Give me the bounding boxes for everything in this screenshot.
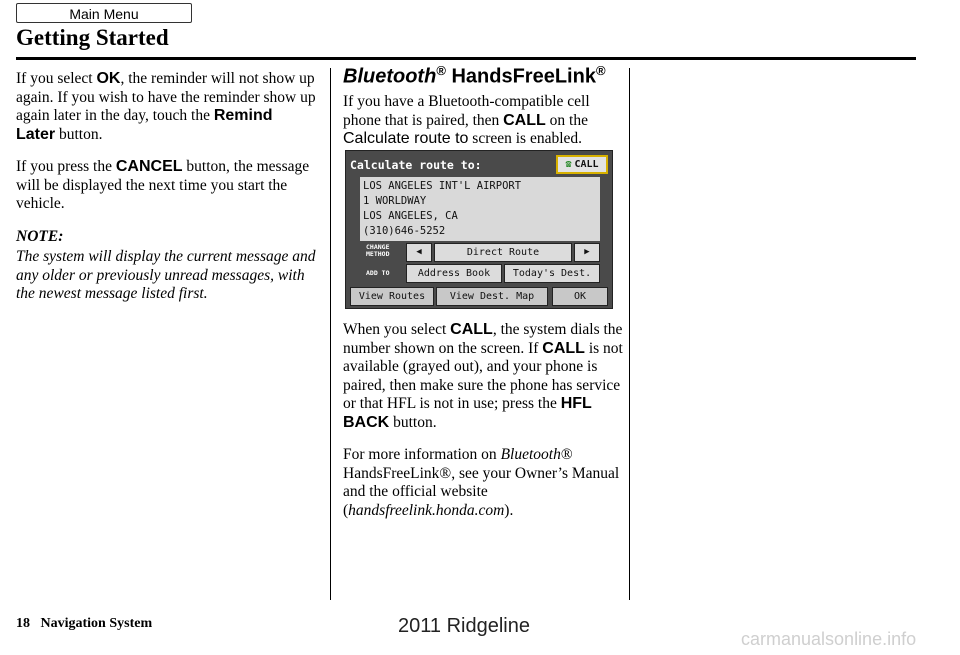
more-info-paragraph: For more information on Bluetooth® HandsFreeLink®, see your Owner’s Manual and the official website (handsfreelink.honda.com).	[343, 446, 620, 519]
site-watermark: carmanualsonline.info	[741, 629, 917, 649]
note-label: NOTE:	[16, 227, 64, 245]
left-arrow-icon: ◀	[416, 247, 422, 257]
left-column	[16, 70, 316, 318]
ok-button[interactable]: OK	[552, 287, 608, 306]
address-line: LOS ANGELES, CA	[363, 210, 458, 222]
call-paragraph: When you select CALL, the system dials the number shown on the screen. If CALL is not available (grayed out), and your phone is paired, then make sure the phone has service or that HFL is not in use; press the HFL BACK button. For more information on Bluetooth® HandsFreeLink®, see your Owner’s Manual and the official website (handsfreelink.honda.com).	[343, 321, 625, 534]
prev-method-button[interactable]	[406, 243, 432, 262]
column-divider-left	[330, 68, 331, 600]
next-method-button[interactable]	[574, 243, 600, 262]
view-dest-map-button[interactable]: View Dest. Map	[436, 287, 548, 306]
right-arrow-icon: ▶	[584, 247, 590, 257]
phone-icon: ☎	[565, 159, 572, 170]
address-line: 1 WORLDWAY	[363, 195, 427, 207]
ok-paragraph: If you select OK, the reminder will not show up again. If you wish to have the reminder show up again later in the day, touch the Remind Later button.	[16, 70, 316, 143]
intro-paragraph: If you have a Bluetooth-compatible cell phone that is paired, then CALL on the Calculate route to screen is enabled.	[343, 93, 590, 147]
address-box	[360, 177, 600, 241]
model-watermark: 2011 Ridgeline	[398, 615, 530, 637]
column-divider-right	[629, 68, 630, 600]
change-method-label: CHANGE METHOD	[366, 243, 390, 258]
route-method-display: Direct Route	[434, 243, 572, 262]
view-routes-button[interactable]: View Routes	[350, 287, 434, 306]
call-button[interactable]: ☎ CALL	[556, 155, 608, 174]
main-menu-button[interactable]: Main Menu	[16, 3, 192, 23]
screen-title: Calculate route to:	[350, 158, 482, 172]
section-heading: Bluetooth® HandsFreeLink®	[343, 63, 606, 88]
cancel-paragraph: If you press the CANCEL button, the message will be displayed the next time you start the vehicle.	[16, 158, 310, 212]
nav-screen	[345, 150, 613, 309]
address-book-button[interactable]: Address Book	[406, 264, 502, 283]
add-to-label: ADD TO	[366, 269, 390, 277]
address-line: (310)646-5252	[363, 225, 446, 237]
page-title: Getting Started	[16, 25, 169, 50]
address-line: LOS ANGELES INT'L AIRPORT	[363, 180, 522, 192]
note-text: The system will display the current message and any older or previously unread messages, with the newest message listed first.	[16, 248, 316, 302]
todays-dest-button[interactable]: Today's Dest.	[504, 264, 600, 283]
website-link[interactable]: handsfreelink.honda.com	[348, 501, 505, 519]
title-rule	[16, 57, 916, 60]
footer-page-info: 18 Navigation System	[16, 616, 153, 631]
